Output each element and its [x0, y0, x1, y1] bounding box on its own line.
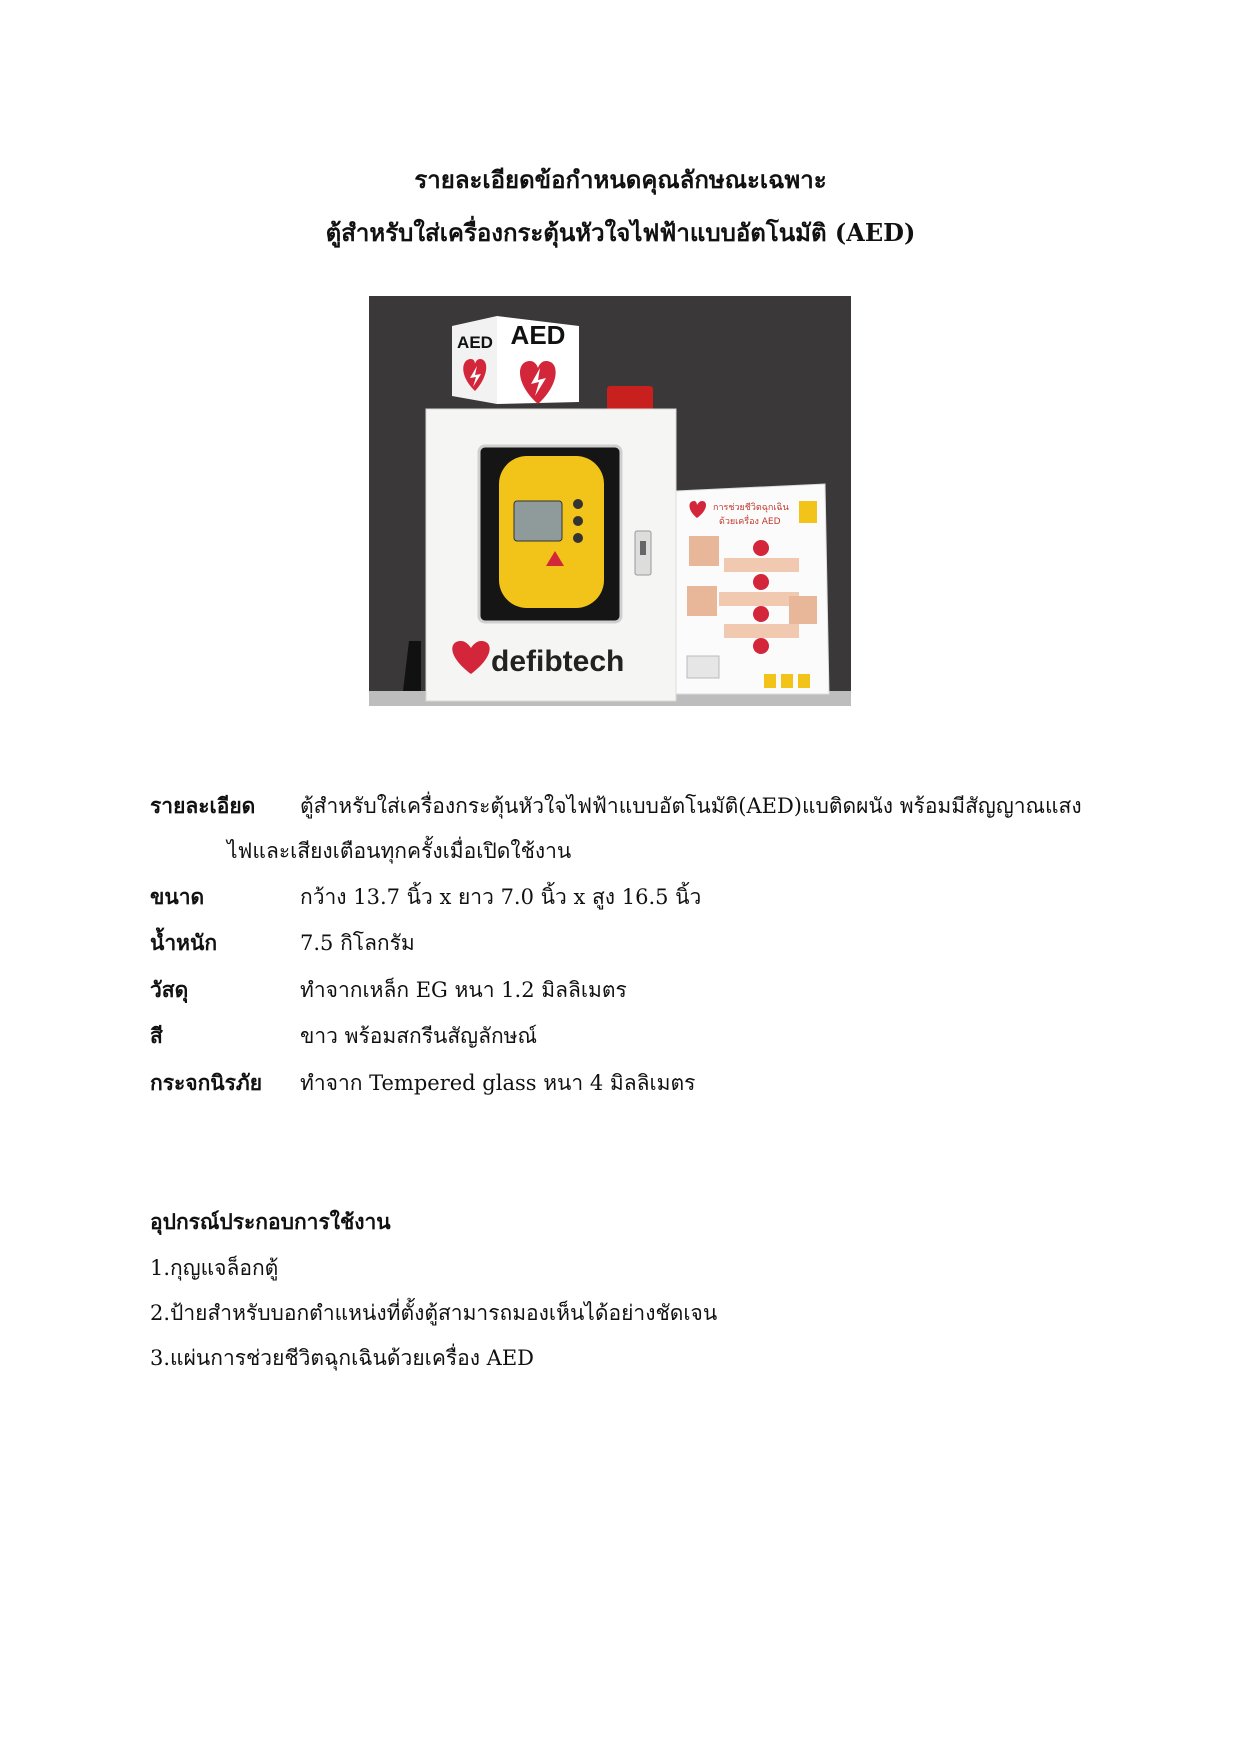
aed-sign-text-right: AED — [510, 320, 566, 350]
spec-value: ขาว พร้อมสกรีนสัญลักษณ์ — [300, 1024, 537, 1048]
spec-label: น้ำหนัก — [150, 930, 218, 955]
spec-label: กระจกนิรภัย — [150, 1070, 263, 1095]
poster-title-2: ด้วยเครื่อง AED — [719, 517, 781, 527]
accessories-heading: อุปกรณ์ประกอบการใช้งาน — [150, 1209, 391, 1234]
document-title: รายละเอียดข้อกำหนดคุณลักษณะเฉพาะ — [414, 165, 827, 194]
brand-logo-text: defibtech — [491, 645, 625, 678]
spec-label: รายละเอียด — [150, 793, 256, 818]
accessory-item: 1.กุญแจล็อกตู้ — [150, 1256, 279, 1280]
document-subtitle: ตู้สำหรับใส่เครื่องกระตุ้นหัวใจไฟฟ้าแบบอัตโนมัติ (AED) — [325, 218, 916, 247]
alarm-light — [607, 386, 653, 410]
spec-label: ขนาด — [150, 884, 205, 909]
poster-title-1: การช่วยชีวิตฉุกเฉิน — [713, 503, 789, 513]
aed-instruction-poster — [676, 484, 829, 694]
cabinet — [426, 409, 676, 701]
spec-detail-continuation: ไฟและเสียงเตือนทุกครั้งเมื่อเปิดใช้งาน — [227, 839, 572, 863]
spec-label: วัสดุ — [150, 977, 189, 1002]
aed-cabinet-photo — [369, 296, 851, 706]
accessory-item: 2.ป้ายสำหรับบอกตำแหน่งที่ตั้งตู้สามารถมองเห็นได้อย่างชัดเจน — [150, 1301, 718, 1325]
spec-value: กว้าง 13.7 นิ้ว x ยาว 7.0 นิ้ว x สูง 16.5 นิ้ว — [300, 885, 702, 909]
aed-sign — [452, 316, 579, 404]
spec-value: ทำจาก Tempered glass หนา 4 มิลลิเมตร — [300, 1071, 696, 1095]
aed-sign-text-left: AED — [457, 333, 493, 352]
spec-label: สี — [150, 1023, 163, 1048]
accessory-item: 3.แผ่นการช่วยชีวิตฉุกเฉินด้วยเครื่อง AED — [150, 1346, 535, 1370]
spec-value: 7.5 กิโลกรัม — [300, 931, 415, 955]
spec-value: ทำจากเหล็ก EG หนา 1.2 มิลลิเมตร — [300, 978, 627, 1002]
spec-value: ตู้สำหรับใส่เครื่องกระตุ้นหัวใจไฟฟ้าแบบอัตโนมัติ(AED)แบติดผนัง พร้อมมีสัญญาณแสง — [300, 794, 1082, 818]
